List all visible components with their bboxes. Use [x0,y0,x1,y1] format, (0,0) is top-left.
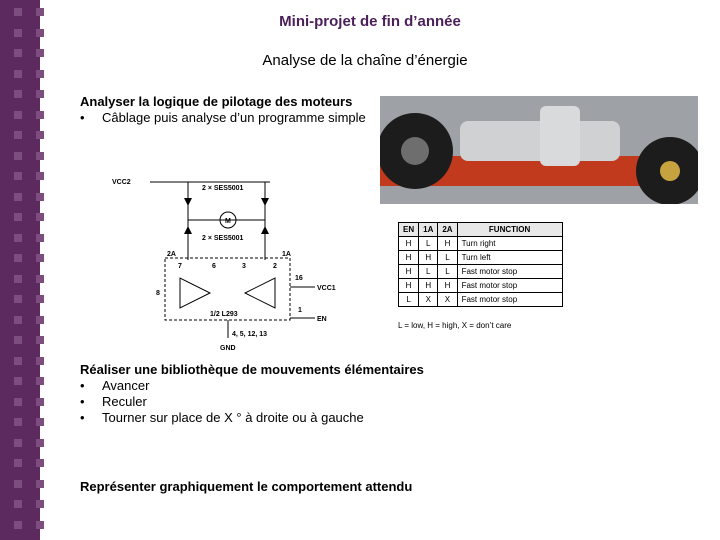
column-header: 1A [419,223,438,237]
decorative-square [36,29,44,37]
decorative-square [14,152,22,160]
table-cell: L [419,237,438,251]
label-vcc2: VCC2 [112,179,131,186]
decorative-square [14,111,22,119]
table-cell: Fast motor stop [457,293,562,307]
table-cell: Turn right [457,237,562,251]
decorative-square [36,213,44,221]
label-pin-2a: 2A [167,251,176,258]
list-item-text: Câblage puis analyse d’un programme simple [102,110,366,125]
table-cell: Fast motor stop [457,279,562,293]
decorative-square [36,254,44,262]
label-en: EN [317,316,327,323]
table-cell: H [399,237,419,251]
decorative-square [14,131,22,139]
list-item-text: Reculer [102,394,147,409]
column-header: EN [399,223,419,237]
decorative-square [14,8,22,16]
decorative-square [36,111,44,119]
table-cell: L [438,251,457,265]
bullet-marker: • [80,378,85,393]
decorative-square [14,439,22,447]
decorative-square [36,193,44,201]
decorative-square [14,275,22,283]
robot-photo [380,96,698,204]
decorative-square [14,213,22,221]
decorative-square [36,418,44,426]
table-row [399,279,563,293]
decorative-square [14,316,22,324]
list-item-text: Tourner sur place de X ° à droite ou à gauche [102,410,364,425]
label-pin-1: 1 [298,307,302,314]
bullet-marker: • [80,410,85,425]
decorative-square [14,254,22,262]
table-row [399,265,563,279]
table-header-row [399,223,563,237]
decorative-square [36,49,44,57]
decorative-square [14,70,22,78]
decorative-square [36,357,44,365]
decorative-square [14,418,22,426]
decorative-square [14,90,22,98]
decorative-square [36,172,44,180]
list-item [80,410,424,426]
column-header: FUNCTION [457,223,562,237]
table-row [399,237,563,251]
label-pin-8: 8 [156,290,160,297]
decorative-square [36,295,44,303]
table-row [399,251,563,265]
decorative-square [36,500,44,508]
table-cell: L [419,265,438,279]
table-cell: X [438,293,457,307]
decorative-square [36,90,44,98]
page-subtitle: Analyse de la chaîne d’énergie [262,52,468,69]
table-cell: H [399,251,419,265]
decorative-square [14,459,22,467]
label-motor: M [225,218,231,225]
decorative-square [14,521,22,529]
truth-table-legend: L = low, H = high, X = don’t care [398,321,512,330]
section-heading: Analyser la logique de pilotage des moteurs [80,94,353,109]
label-diodes-bottom: 2 × SES5001 [202,235,244,242]
label-chip: 1/2 L293 [210,311,238,318]
table-cell: H [399,265,419,279]
bullet-marker: • [80,110,85,125]
section-movements [80,362,424,426]
decorative-square [14,377,22,385]
decorative-square [36,131,44,139]
table-cell: H [438,279,457,293]
table-cell: H [419,251,438,265]
truth-table [398,222,563,307]
table-cell: L [399,293,419,307]
label-gnd-pins: 4, 5, 12, 13 [232,331,268,338]
list-item [80,110,366,126]
decorative-square [36,8,44,16]
decorative-square [14,336,22,344]
decorative-square [36,234,44,242]
section-logic [80,94,366,126]
table-cell: L [438,265,457,279]
label-pin-7: 7 [178,263,182,270]
section-heading: Réaliser une bibliothèque de mouvements élémentaires [80,362,424,377]
decorative-square [36,70,44,78]
label-pin-6: 6 [212,263,216,270]
decorative-square [36,336,44,344]
decorative-square [36,459,44,467]
decorative-square [14,500,22,508]
label-vcc1: VCC1 [317,285,336,292]
label-diodes-top: 2 × SES5001 [202,185,244,192]
label-pin-16: 16 [295,275,303,282]
table-cell: Fast motor stop [457,265,562,279]
table-cell: Turn left [457,251,562,265]
decorative-square [14,295,22,303]
decorative-square [36,480,44,488]
list-item [80,378,424,394]
list-item-text: Avancer [102,378,150,393]
label-pin-2: 2 [273,263,277,270]
label-pin-1a: 1A [282,251,291,258]
decorative-square [14,234,22,242]
decorative-square [36,152,44,160]
table-row [399,293,563,307]
table-cell: X [419,293,438,307]
section-heading: Représenter graphiquement le comportement attendu [80,479,413,494]
decorative-square [14,357,22,365]
decorative-square [36,439,44,447]
table-cell: H [438,237,457,251]
decorative-square [14,480,22,488]
table-cell: H [399,279,419,293]
motor-driver-circuit [110,170,350,355]
decorative-square [14,398,22,406]
table-cell: H [419,279,438,293]
column-header: 2A [438,223,457,237]
decorative-square [14,49,22,57]
bullet-marker: • [80,394,85,409]
decorative-square [36,377,44,385]
decorative-square [14,193,22,201]
decorative-square [14,172,22,180]
sidebar-curve [40,0,100,540]
label-gnd: GND [220,345,236,352]
decorative-square [14,29,22,37]
decorative-square [36,521,44,529]
page-title: Mini-projet de fin d’année [279,13,461,30]
label-pin-3: 3 [242,263,246,270]
decorative-square [36,275,44,283]
decorative-square [36,316,44,324]
list-item [80,394,424,410]
section-graphical [80,479,412,495]
decorative-square [36,398,44,406]
